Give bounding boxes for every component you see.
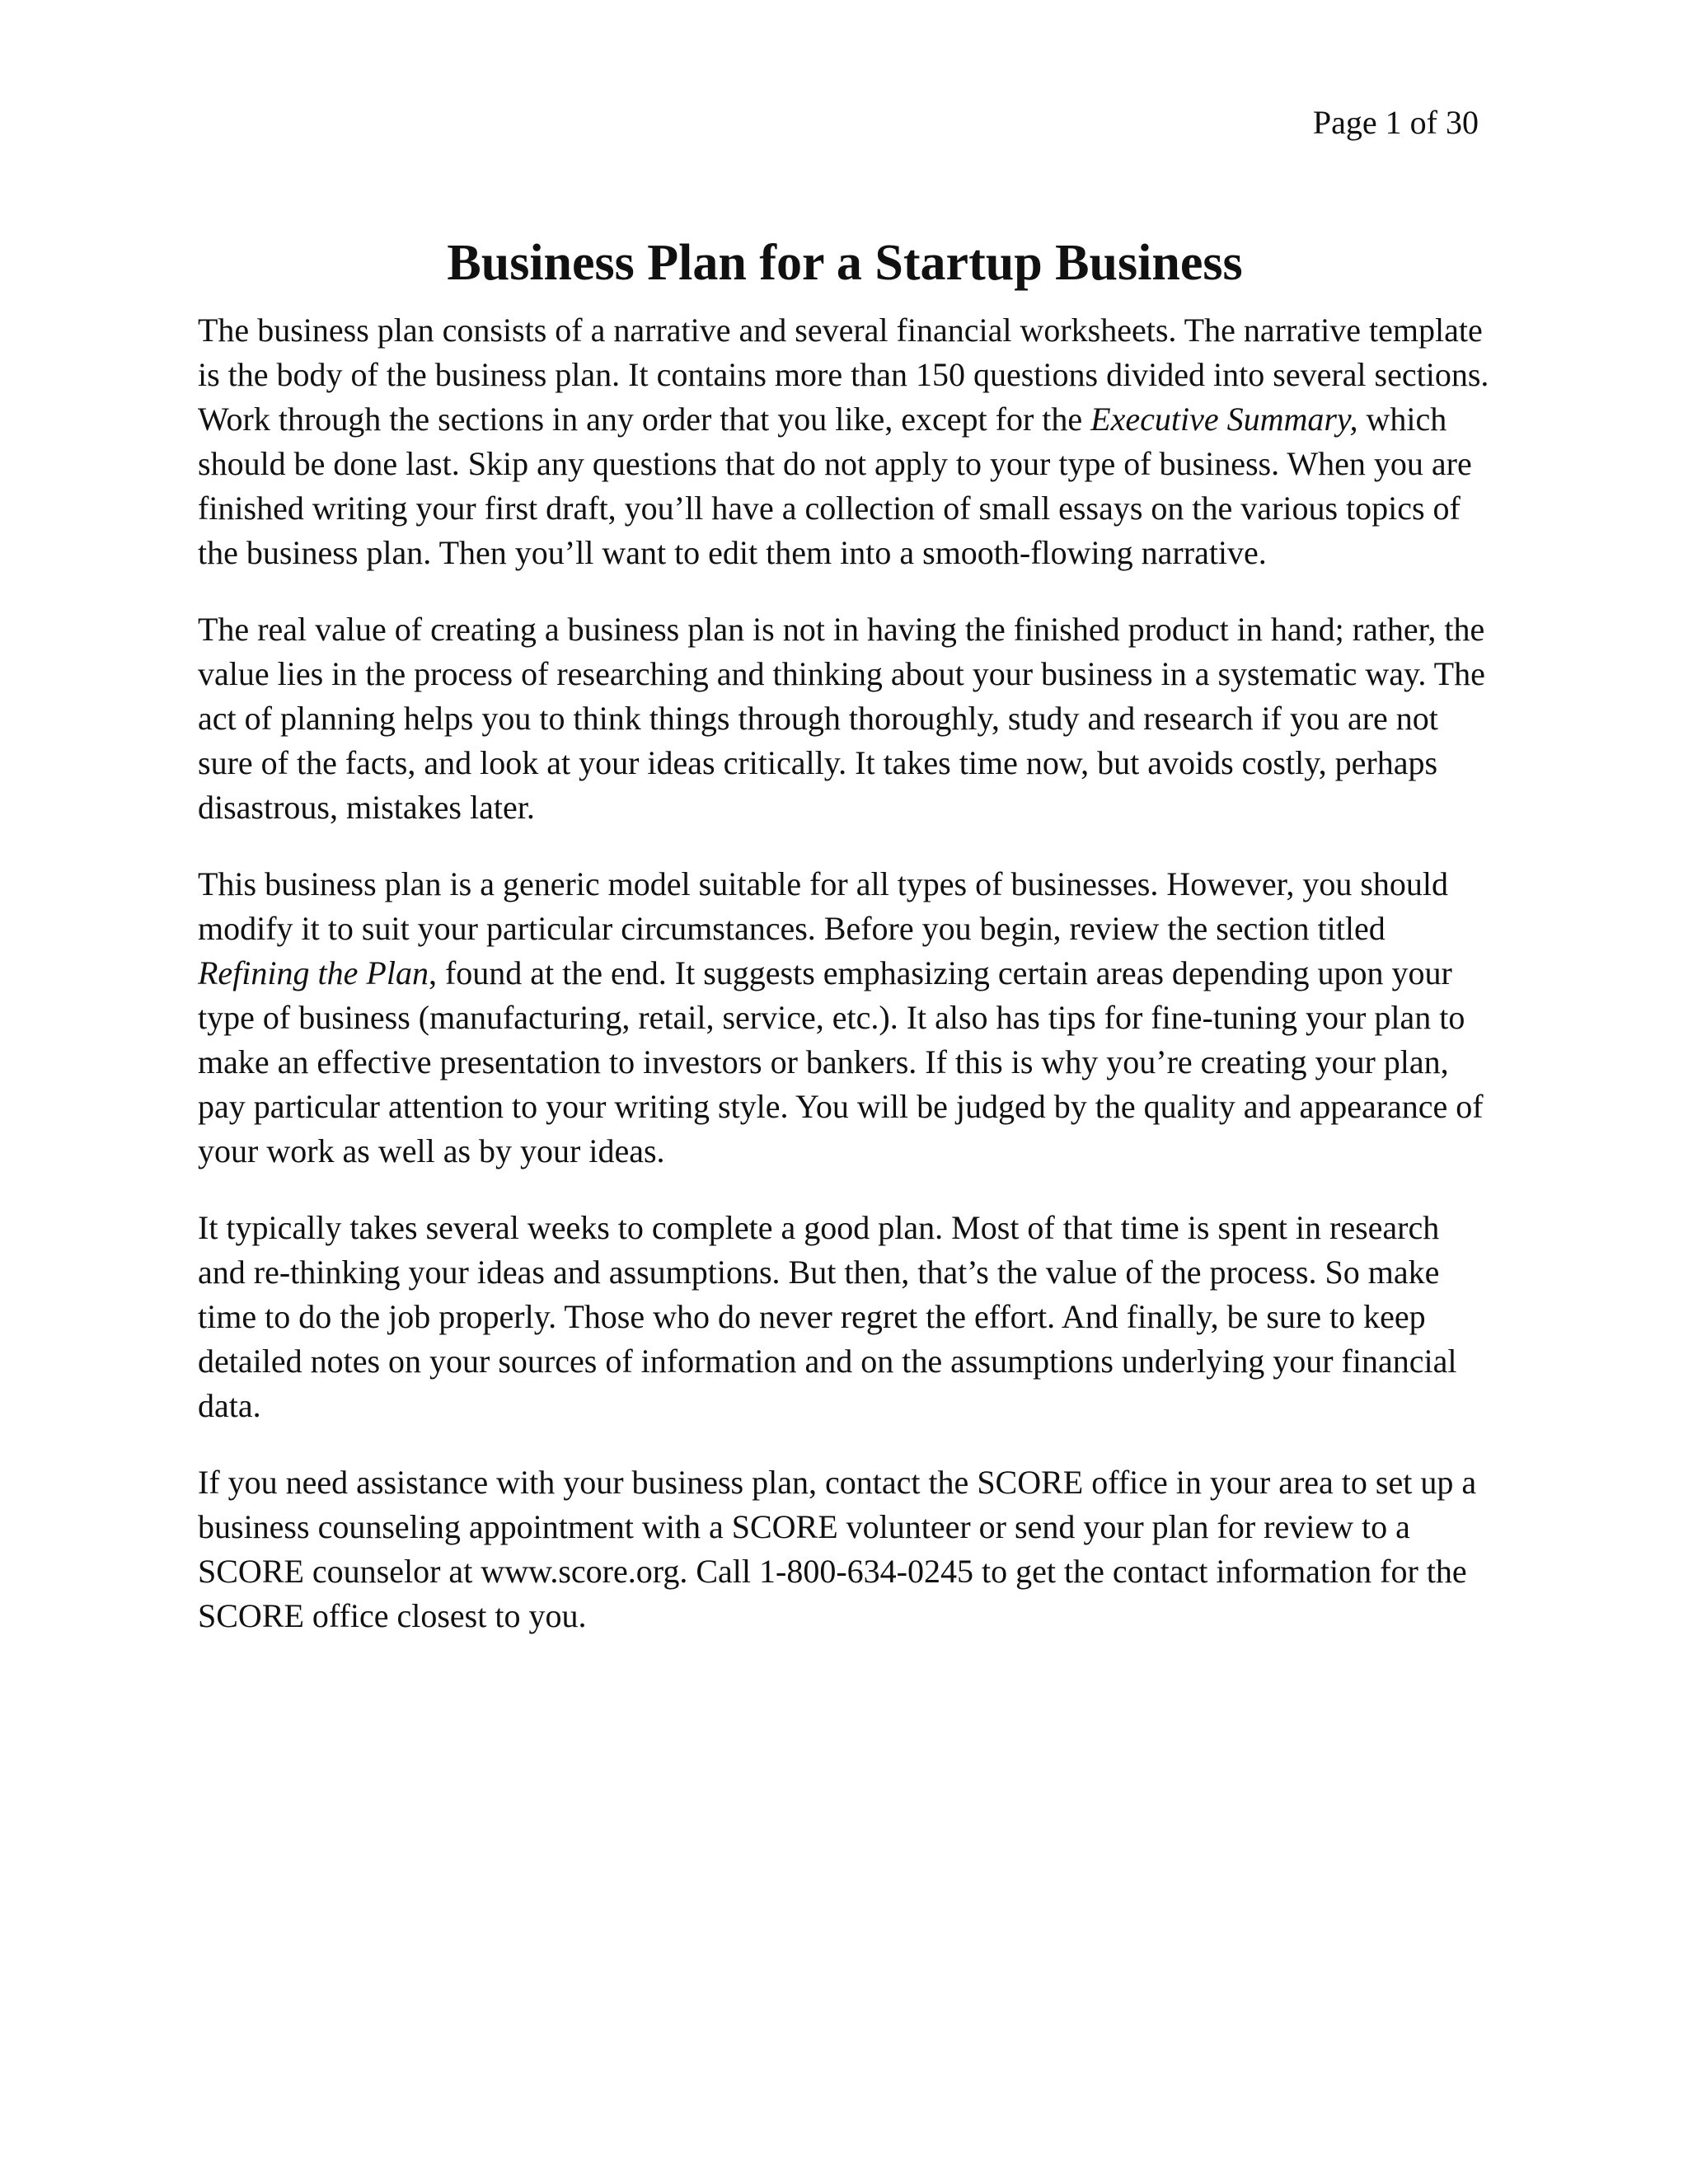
paragraph-generic-model-text-start: This business plan is a generic model suitable for all types of businesses. However, you should modify it to suit your particular circumstances. Before you begin, review the section titled [198, 865, 1449, 947]
document-title: Business Plan for a Startup Business [447, 235, 1243, 291]
paragraph-value: The real value of creating a business plan is not in having the finished product in hand; rather, the value lies in the process of researching and thinking about your business in a systematic way. The act of planning helps you to think things through thoroughly, study and research if you are not sure of the facts, and look at your ideas critically. It takes time now, but avoids costly, perhaps disastrous, mistakes later. [198, 611, 1485, 826]
paragraph-intro-text-end: which should be done last. Skip any questions that do not apply to your type of business. When you are finished writing your first draft, you’ll have a collection of small essays on the various topics of the business plan. Then you’ll want to edit them into a smooth-flowing narrative. [198, 401, 1472, 571]
paragraph-intro-text-start: The business plan consists of a narrative and several financial worksheets. The narrative template is the body of the business plan. It contains more than 150 questions divided into several sections. Work through the sections in any order that you like, except for the [198, 312, 1489, 438]
executive-summary-emphasis: Executive Summary, [1090, 401, 1358, 438]
paragraph-assistance: If you need assistance with your business plan, contact the SCORE office in your area to set up a business counseling appointment with a SCORE volunteer or send your plan for review to a SCORE counselor at www.score.org. Call 1-800-634-0245 to get the contact information for the SCORE office closest to you. [198, 1464, 1477, 1634]
paragraph-generic-model [198, 862, 1492, 1174]
paragraph-intro [198, 308, 1492, 575]
page-number: Page 1 of 30 [1312, 104, 1479, 141]
refining-the-plan-emphasis: Refining the Plan [198, 954, 429, 991]
paragraph-timing: It typically takes several weeks to complete a good plan. Most of that time is spent in research and re-thinking your ideas and assumptions. But then, that’s the value of the process. So make time to do the job properly. Those who do never regret the effort. And finally, be sure to keep detailed notes on your sources of information and on the assumptions underlying your financial data. [198, 1209, 1457, 1424]
document-body [198, 232, 1492, 1671]
paragraph-generic-model-text-end: , found at the end. It suggests emphasizing certain areas depending upon your type of business (manufacturing, retail, service, etc.). It also has tips for fine-tuning your plan to make an effective presentation to investors or bankers. If this is why you’re creating your plan, pay particular attention to your writing style. You will be judged by the quality and appearance of your work as well as by your ideas. [198, 954, 1484, 1169]
